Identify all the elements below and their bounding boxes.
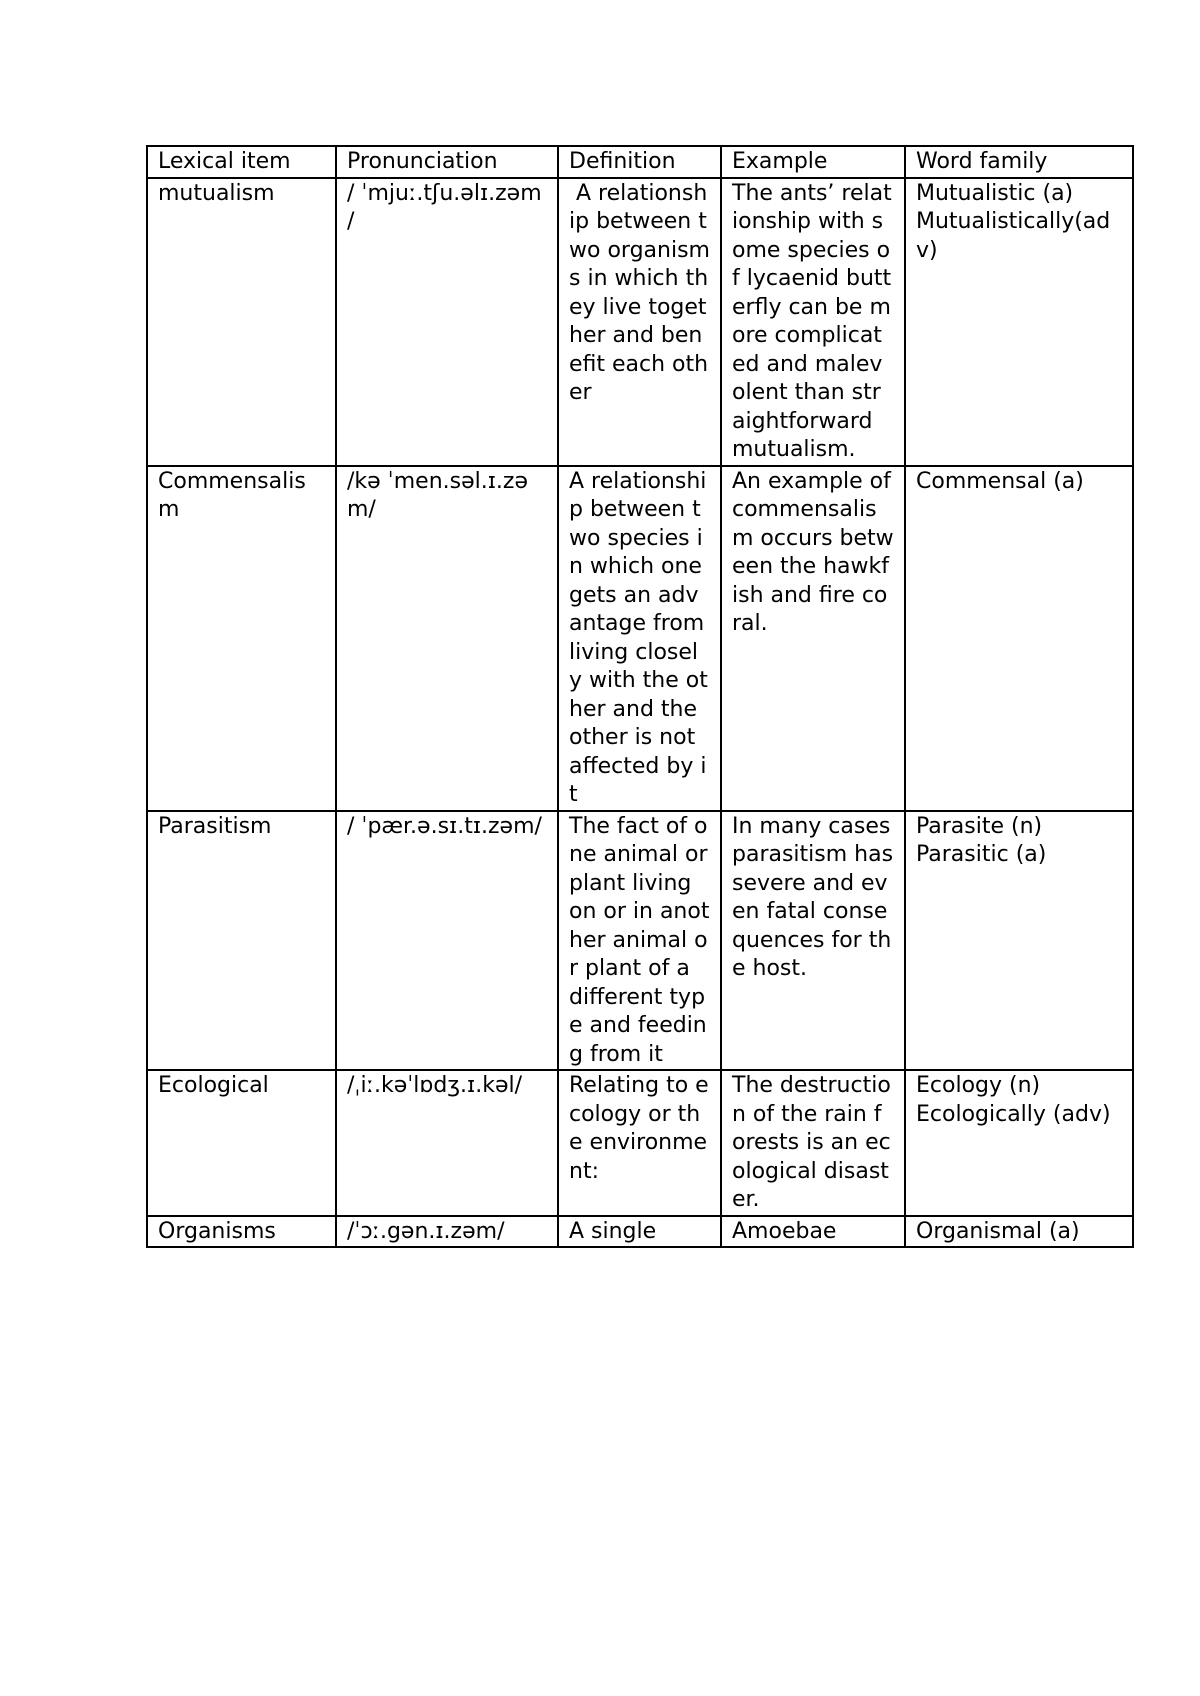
lexical-item-cell: Commensalism (147, 466, 336, 811)
definition-cell: Relating to ecology or the environment: (558, 1070, 721, 1216)
vocabulary-table (146, 145, 1134, 1248)
header-definition: Definition (558, 146, 721, 178)
header-lexical-item: Lexical item (147, 146, 336, 178)
header-pronunciation: Pronunciation (336, 146, 558, 178)
lexical-item-cell: Parasitism (147, 811, 336, 1071)
pronunciation-cell: /ˌiː.kəˈlɒdʒ.ɪ.kəl/ (336, 1070, 558, 1216)
pronunciation-cell: / ˈmjuː.tʃu.əlɪ.zəm / (336, 178, 558, 466)
table-row (147, 466, 1133, 811)
definition-cell: A single (558, 1216, 721, 1248)
word-family-cell: Mutualistic (a) Mutualistically(adv) (905, 178, 1133, 466)
word-family-cell: Parasite (n) Parasitic (a) (905, 811, 1133, 1071)
pronunciation-cell: /kə ˈmen.səl.ɪ.zəm/ (336, 466, 558, 811)
pronunciation-cell: / ˈpær.ə.sɪ.tɪ.zəm/ (336, 811, 558, 1071)
header-example: Example (721, 146, 905, 178)
table-row (147, 1216, 1133, 1248)
example-cell: Amoebae (721, 1216, 905, 1248)
word-family-cell: Organismal (a) (905, 1216, 1133, 1248)
word-family-cell: Commensal (a) (905, 466, 1133, 811)
table-row (147, 178, 1133, 466)
table-row (147, 811, 1133, 1071)
example-cell: The destruction of the rain forests is an ecological disaster. (721, 1070, 905, 1216)
example-cell: The ants’ relationship with some species of lycaenid butterfly can be more complicated and malevolent than straightforward mutualism. (721, 178, 905, 466)
table-row (147, 1070, 1133, 1216)
definition-cell: A relationship between two species in which one gets an advantage from living closely with the other and the other is not affected by it (558, 466, 721, 811)
definition-cell: A relationship between two organisms in which they live together and benefit each other (558, 178, 721, 466)
pronunciation-cell: /ˈɔː.gən.ɪ.zəm/ (336, 1216, 558, 1248)
example-cell: In many cases parasitism has severe and even fatal consequences for the host. (721, 811, 905, 1071)
example-cell: An example of commensalism occurs between the hawkfish and fire coral. (721, 466, 905, 811)
word-family-cell: Ecology (n) Ecologically (adv) (905, 1070, 1133, 1216)
lexical-item-cell: Organisms (147, 1216, 336, 1248)
header-word-family: Word family (905, 146, 1133, 178)
lexical-item-cell: Ecological (147, 1070, 336, 1216)
definition-cell: The fact of one animal or plant living on or in another animal or plant of a different type and feeding from it (558, 811, 721, 1071)
table-header-row (147, 146, 1133, 178)
lexical-item-cell: mutualism (147, 178, 336, 466)
